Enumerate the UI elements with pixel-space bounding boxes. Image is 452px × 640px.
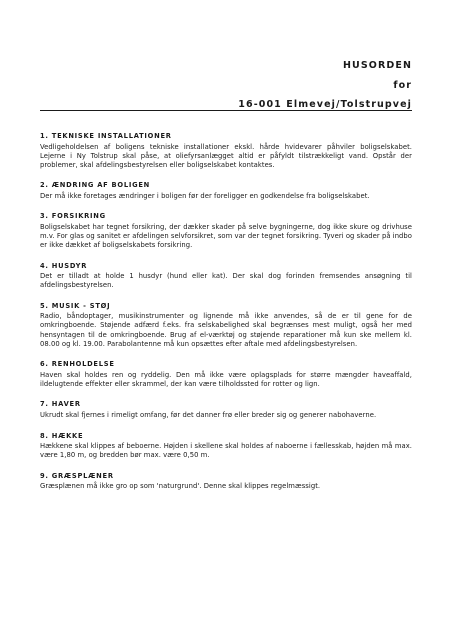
section-heading: 8. HÆKKE (40, 431, 84, 440)
section-forsikring (40, 212, 412, 250)
section-graesplaener (40, 472, 412, 492)
section-renholdelse (40, 360, 412, 389)
section-aendring-af-boligen (40, 181, 412, 201)
section-heading: 5. MUSIK - STØJ (40, 301, 111, 310)
section-heading: 4. HUSDYR (40, 261, 88, 270)
section-heading: 1. TEKNISKE INSTALLATIONER (40, 132, 172, 140)
document-subtitle-place: 16-001 Elmevej/Tolstrupvej (238, 99, 412, 110)
section-body: Radio, båndoptager, musikinstrumenter og lignende må ikke anvendes, så de er til gene for de omkringboende. Støjende adfærd f.eks. fra selskabelighed skal begrænses mest muligt, også her med hensyntagen til de omkringboende. Brug af el-værktøj og støjende reparationer må kun ske mellem kl. 08.00 og kl. 19.00. Parabolantenne må kun opsættes efter aftale med afdelingsbestyrelsen. (40, 312, 412, 348)
section-body: Boligselskabet har tegnet forsikring, der dækker skader på selve bygningerne, dog ikke skure og drivhuse m.v. For glas og sanitet er afdelingen selvforsikret, som var der tegnet forsikring. Tyveri og skader på indbo er ikke dækket af boligselskabets forsikring. (40, 222, 412, 250)
rules-list (40, 132, 412, 503)
document-subtitle-for: for (393, 79, 412, 91)
section-tekniske-installationer (40, 132, 412, 170)
section-heading: 2. ÆNDRING AF BOLIGEN (40, 181, 150, 190)
section-haekke (40, 432, 412, 461)
section-body: Hækkene skal klippes af beboerne. Højden i skellene skal holdes af naboerne i fællesskab, højden må max. være 1,80 m, og bredden bør max. være 0,50 m. (40, 442, 412, 460)
section-body: Der må ikke foretages ændringer i boligen før der foreligger en godkendelse fra boligselskabet. (40, 191, 370, 200)
section-musik-stoej (40, 302, 412, 349)
section-heading: 9. GRÆSPLÆNER (40, 471, 114, 480)
section-body: Vedligeholdelsen af boligens tekniske installationer ekskl. hårde hvidevarer påhviler boligselskabet. Lejerne i Ny Tolstrup skal påse, at oliefyrsanlægget altid er påfyldt tilstrækkeligt vand. Opstår der problemer, skal afdelingsbestyrelsen eller boligselskabet kontaktes. (40, 142, 412, 169)
document-title: HUSORDEN (342, 60, 412, 71)
section-husdyr (40, 262, 412, 291)
section-body: Ukrudt skal fjernes i rimeligt omfang, før det danner frø eller breder sig og generer nabohaverne. (40, 410, 377, 419)
section-haver (40, 400, 412, 420)
section-body: Haven skal holdes ren og ryddelig. Den må ikke være oplagsplads for større mængder haveaffald, ildelugtende effekter eller skrammel, der kan være tilholdssted for rotter og lign. (40, 370, 412, 388)
title-divider (40, 110, 412, 111)
document-header (238, 56, 412, 115)
section-heading: 7. HAVER (40, 400, 81, 409)
section-body: Græsplænen må ikke gro op som 'naturgrund'. Denne skal klippes regelmæssigt. (40, 482, 321, 491)
section-body: Det er tilladt at holde 1 husdyr (hund eller kat). Der skal dog forinden fremsendes ansøgning til afdelingsbestyrelsen. (40, 272, 412, 290)
section-heading: 3. FORSIKRING (40, 212, 106, 221)
section-heading: 6. RENHOLDELSE (40, 360, 115, 369)
